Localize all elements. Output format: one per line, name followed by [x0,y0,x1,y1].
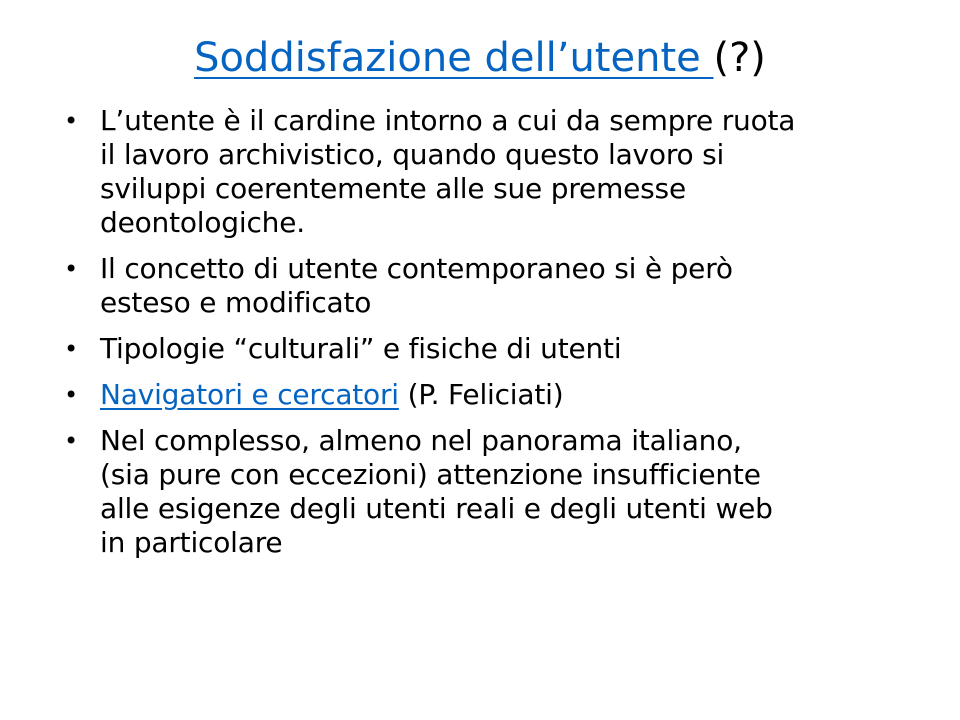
bullet-text-line: Il concetto di utente contemporaneo si è però [100,252,733,285]
bullet-item [58,424,908,560]
bullet-icon: • [64,255,78,283]
title-link[interactable]: Soddisfazione dell’utente [194,35,714,81]
bullet-icon: • [64,381,78,409]
bullet-text-line: deontologiche. [100,206,305,239]
link-suffix-text: (P. Feliciati) [398,378,564,411]
bullet-item [58,378,908,412]
bullet-text-line: in particolare [100,526,283,559]
bullet-text-line: (sia pure con eccezioni) attenzione insufficiente [100,458,761,491]
bullet-item [58,104,908,240]
navigatori-link[interactable]: Navigatori e cercatori [100,378,399,411]
bullet-text-line: L’utente è il cardine intorno a cui da sempre ruota [100,104,796,137]
bullet-text-line: sviluppi coerentemente alle sue premesse [100,172,686,205]
bullet-item [58,252,908,320]
bullet-item [58,332,908,366]
title-suffix: (?) [713,35,766,81]
bullet-text-line: il lavoro archivistico, quando questo lavoro si [100,138,725,171]
bullet-icon: • [64,107,78,135]
bullet-text-line: Tipologie “culturali” e fisiche di utenti [100,332,622,365]
slide-title [0,30,960,86]
bullet-text-line: esteso e modificato [100,286,372,319]
bullet-text-line: Nel complesso, almeno nel panorama italiano, [100,424,742,457]
bullet-icon: • [64,335,78,363]
bullet-list [58,104,908,572]
bullet-icon: • [64,427,78,455]
bullet-text-line: alle esigenze degli utenti reali e degli utenti web [100,492,773,525]
bullet-text-line [100,378,908,412]
